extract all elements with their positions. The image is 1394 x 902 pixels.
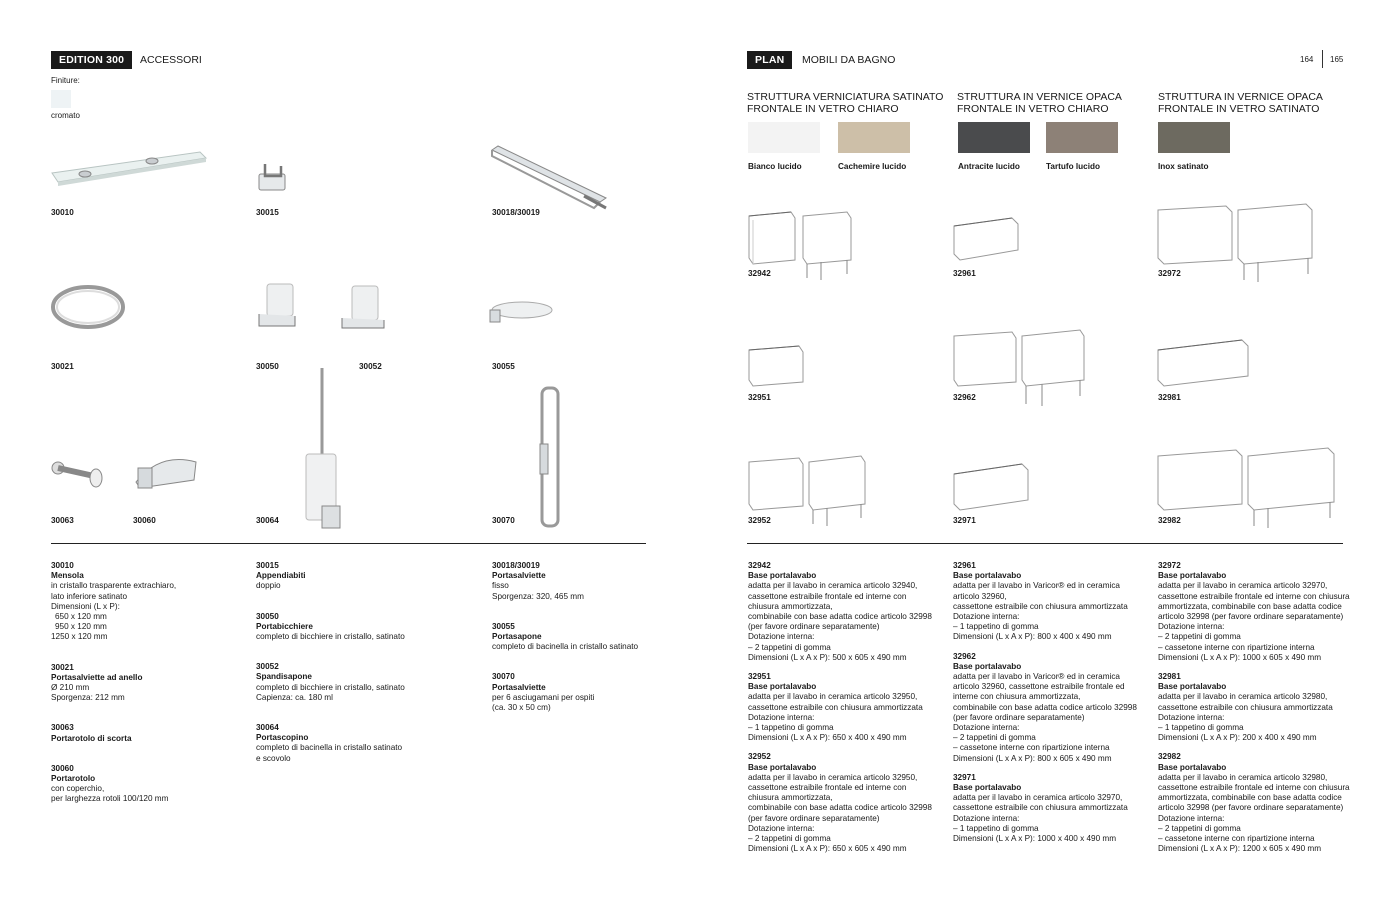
- desc-line: combinabile con base adatta codice articolo 32998: [748, 803, 932, 813]
- desc-block-30021: [51, 663, 246, 704]
- soap-dish-image-30055: [486, 298, 558, 328]
- desc-block-30060: [51, 764, 246, 805]
- desc-block-30070: [492, 672, 646, 713]
- page-number-right: 165: [1330, 55, 1344, 64]
- right-desc-col1: [748, 561, 946, 863]
- desc-title: Base portalavabo: [953, 783, 1022, 793]
- right-desc-col3: [1158, 561, 1358, 863]
- desc-line: per larghezza rotoli 100/120 mm: [51, 794, 169, 804]
- desc-line: – cassetone interne con ripartizione interna: [953, 743, 1110, 753]
- desc-title: Appendiabiti: [256, 571, 306, 581]
- desc-code: 32952: [748, 752, 771, 762]
- desc-line: fisso: [492, 581, 509, 591]
- desc-line: adatta per il lavabo in ceramica articolo 32950,: [748, 692, 918, 702]
- brush-holder-image-30064: [298, 366, 348, 532]
- page-number-left: 164: [1300, 55, 1314, 64]
- shelf-image-30010: [50, 148, 210, 198]
- desc-block-30010: [51, 561, 246, 643]
- desc-line: – 2 tappetini di gomma: [953, 733, 1036, 743]
- desc-line: Dimensioni (L x A x P): 800 x 605 x 490 mm: [953, 753, 1112, 763]
- structure-heading-2: STRUTTURA IN VERNICE OPACA FRONTALE IN VETRO CHIARO: [957, 91, 1122, 115]
- desc-line: cassettone estraibile frontale ed interne con chiusura: [1158, 783, 1350, 793]
- desc-line: – cassetone interne con ripartizione interna: [1158, 642, 1315, 652]
- desc-line: Dotazione interna:: [748, 823, 815, 833]
- desc-line: (per favore ordinare separatamente): [748, 813, 880, 823]
- desc-title: Base portalavabo: [748, 571, 817, 581]
- desc-line: cassettone estraibile frontale ed interne con: [748, 591, 907, 601]
- code-30060: 30060: [133, 516, 156, 525]
- desc-line: Dimensioni (L x A x P): 200 x 400 x 490 mm: [1158, 733, 1317, 743]
- desc-line: in cristallo trasparente extrachiaro,: [51, 581, 177, 591]
- desc-line: adatta per il lavabo in Varicor® ed in ceramica: [953, 581, 1120, 591]
- desc-line: – 1 tappetino di gomma: [953, 622, 1039, 632]
- swatch-label-inox: Inox satinato: [1158, 162, 1209, 171]
- desc-block-30063: [51, 723, 246, 743]
- code-32962: 32962: [953, 393, 976, 402]
- desc-line: lato inferiore satinato: [51, 591, 128, 601]
- desc-line: Sporgenza: 212 mm: [51, 693, 125, 703]
- code-32961: 32961: [953, 269, 976, 278]
- desc-code: 32981: [1158, 672, 1181, 682]
- code-30018-30019: 30018/30019: [492, 208, 540, 217]
- desc-line: Dotazione interna:: [1158, 622, 1225, 632]
- desc-block-32951: [748, 672, 946, 743]
- code-30055: 30055: [492, 362, 515, 371]
- desc-title: Base portalavabo: [953, 661, 1022, 671]
- code-32952: 32952: [748, 516, 771, 525]
- left-desc-col1: [51, 561, 246, 825]
- finiture-label: Finiture:: [51, 76, 80, 85]
- desc-line: 950 x 120 mm: [55, 622, 107, 632]
- desc-line: Dotazione interna:: [748, 632, 815, 642]
- tumbler-image-30050: [255, 280, 305, 336]
- desc-block-32972: [1158, 561, 1358, 663]
- desc-block-30064: [256, 723, 481, 764]
- desc-code: 32951: [748, 672, 771, 682]
- desc-block-32962: [953, 652, 1151, 764]
- finish-swatch-cromato: [51, 90, 71, 108]
- desc-code: 30055: [492, 621, 515, 631]
- desc-code: 30015: [256, 561, 279, 570]
- swatch-antracite-lucido: [958, 122, 1030, 153]
- page-number-divider: [1322, 50, 1323, 68]
- towel-rail-image-30018: [488, 142, 613, 216]
- desc-line: Dotazione interna:: [748, 712, 815, 722]
- cabinet-image-32981: [1156, 336, 1252, 390]
- swatch-label-bianco: Bianco lucido: [748, 162, 802, 171]
- desc-line: cassettone estraibile con chiusura ammortizzata: [953, 601, 1128, 611]
- swatch-inox-satinato: [1158, 122, 1230, 153]
- desc-line: Dotazione interna:: [953, 612, 1020, 622]
- desc-line: Dimensioni (L x A x P): 500 x 605 x 490 mm: [748, 652, 907, 662]
- desc-title: Base portalavabo: [1158, 682, 1227, 692]
- desc-line: – cassetone interne con ripartizione interna: [1158, 834, 1315, 844]
- desc-title: Mensola: [51, 571, 84, 581]
- desc-line: Capienza: ca. 180 ml: [256, 692, 333, 702]
- cabinet-image-32971: [952, 460, 1032, 514]
- code-30021: 30021: [51, 362, 74, 371]
- desc-line: interne con chiusura ammortizzata,: [953, 692, 1081, 702]
- desc-code: 30021: [51, 662, 74, 672]
- desc-line: adatta per il lavabo in ceramica articolo 32980,: [1158, 692, 1328, 702]
- desc-title: Base portalavabo: [1158, 762, 1227, 772]
- desc-title: Portarotolo di scorta: [51, 733, 132, 743]
- towel-holder-image-30070: [536, 384, 566, 530]
- desc-line: e scovolo: [256, 753, 291, 763]
- desc-line: Ø 210 mm: [51, 683, 90, 693]
- cabinet-image-32982: [1156, 446, 1340, 528]
- desc-line: 650 x 120 mm: [55, 612, 107, 622]
- right-divider: [747, 543, 1343, 544]
- desc-block-32961: [953, 561, 1151, 643]
- desc-block-30018-30019: [492, 561, 646, 602]
- desc-line: chiusura ammortizzata,: [748, 793, 833, 803]
- desc-line: (ca. 30 x 50 cm): [492, 703, 551, 713]
- code-30052: 30052: [359, 362, 382, 371]
- swatch-tartufo-lucido: [1046, 122, 1118, 153]
- left-divider: [51, 543, 646, 544]
- desc-line: completo di bacinella in cristallo satinato: [492, 642, 639, 652]
- desc-code: 32942: [748, 561, 771, 570]
- desc-line: ammortizzata, combinabile con base adatta codice: [1158, 793, 1342, 803]
- code-32971: 32971: [953, 516, 976, 525]
- desc-code: 32972: [1158, 561, 1181, 570]
- desc-code: 30063: [51, 723, 74, 733]
- desc-line: Sporgenza: 320, 465 mm: [492, 591, 584, 601]
- desc-line: Dimensioni (L x A x P): 1200 x 605 x 490 mm: [1158, 844, 1322, 854]
- desc-line: adatta per il lavabo in ceramica articolo 32940,: [748, 581, 918, 591]
- paper-holder-image-30063: [50, 452, 106, 492]
- code-30050: 30050: [256, 362, 279, 371]
- desc-title: Portasalviette: [492, 682, 546, 692]
- left-desc-col2: [256, 561, 481, 784]
- desc-line: adatta per il lavabo in ceramica articolo 32950,: [748, 772, 918, 782]
- desc-line: – 2 tappetini di gomma: [748, 834, 831, 844]
- code-30015: 30015: [256, 208, 279, 217]
- desc-title: Portasapone: [492, 632, 542, 642]
- desc-title: Portabicchiere: [256, 621, 313, 631]
- finish-name: cromato: [51, 111, 80, 120]
- code-30064: 30064: [256, 516, 279, 525]
- desc-line: cassettone estraibile con chiusura ammortizzata: [1158, 702, 1333, 712]
- swatch-bianco-lucido: [748, 122, 820, 153]
- desc-block-30015: [256, 561, 481, 592]
- desc-line: articolo 32960,: [953, 591, 1007, 601]
- desc-block-32982: [1158, 752, 1358, 854]
- desc-code: 32962: [953, 651, 976, 661]
- hook-image-30015: [255, 160, 295, 194]
- desc-line: 1250 x 120 mm: [51, 632, 108, 642]
- code-32942: 32942: [748, 269, 771, 278]
- desc-line: articolo 32960, cassettone estraibile frontale ed: [953, 682, 1125, 692]
- desc-line: cassettone estraibile con chiusura ammortizzata: [748, 702, 923, 712]
- desc-title: Spandisapone: [256, 672, 312, 682]
- left-desc-col3: [492, 561, 646, 733]
- desc-line: adatta per il lavabo in Varicor® ed in ceramica: [953, 672, 1120, 682]
- desc-line: Dimensioni (L x A x P): 650 x 400 x 490 mm: [748, 733, 907, 743]
- desc-code: 30050: [256, 611, 279, 621]
- desc-block-30055: [492, 622, 646, 653]
- desc-line: cassettone estraibile frontale ed interne con chiusura: [1158, 591, 1350, 601]
- desc-line: Dotazione interna:: [1158, 813, 1225, 823]
- desc-line: cassettone estraibile frontale ed interne con: [748, 783, 907, 793]
- desc-line: adatta per il lavabo in ceramica articolo 32970,: [1158, 581, 1328, 591]
- desc-code: 30060: [51, 763, 74, 773]
- desc-line: doppio: [256, 581, 281, 591]
- desc-line: articolo 32998 (per favore ordinare separatamente): [1158, 612, 1344, 622]
- desc-line: Dimensioni (L x A x P): 650 x 605 x 490 mm: [748, 844, 907, 854]
- desc-line: cassettone estraibile con chiusura ammortizzata: [953, 803, 1128, 813]
- desc-line: (per favore ordinare separatamente): [953, 712, 1085, 722]
- desc-title: Portascopino: [256, 733, 309, 743]
- desc-line: combinabile con base adatta codice articolo 32998: [953, 702, 1137, 712]
- cabinet-image-32951: [747, 342, 807, 390]
- desc-code: 30064: [256, 723, 279, 733]
- code-32981: 32981: [1158, 393, 1181, 402]
- swatch-label-tartufo: Tartufo lucido: [1046, 162, 1100, 171]
- desc-line: completo di bicchiere in cristallo, satinato: [256, 682, 405, 692]
- soap-dispenser-image-30052: [340, 282, 390, 336]
- desc-block-32942: [748, 561, 946, 663]
- desc-code: 30070: [492, 672, 515, 682]
- desc-block-32981: [1158, 672, 1358, 743]
- desc-line: con coperchio,: [51, 784, 105, 794]
- desc-line: Dimensioni (L x P):: [51, 601, 120, 611]
- desc-line: Dimensioni (L x A x P): 800 x 400 x 490 mm: [953, 632, 1112, 642]
- code-32982: 32982: [1158, 516, 1181, 525]
- swatch-label-antracite: Antracite lucido: [958, 162, 1020, 171]
- desc-code: 32982: [1158, 752, 1181, 762]
- structure-heading-3: STRUTTURA IN VERNICE OPACA FRONTALE IN VETRO SATINATO: [1158, 91, 1323, 115]
- desc-title: Base portalavabo: [748, 762, 817, 772]
- right-desc-col2: [953, 561, 1151, 853]
- desc-line: Dimensioni (L x A x P): 1000 x 605 x 490 mm: [1158, 652, 1322, 662]
- desc-line: adatta per il lavabo in ceramica articolo 32980,: [1158, 772, 1328, 782]
- desc-line: (per favore ordinare separatamente): [748, 622, 880, 632]
- code-32951: 32951: [748, 393, 771, 402]
- plan-badge: PLAN: [747, 51, 792, 69]
- desc-code: 32971: [953, 772, 976, 782]
- section-title-accessori: ACCESSORI: [140, 54, 202, 66]
- desc-line: completo di bicchiere in cristallo, satinato: [256, 632, 405, 642]
- desc-title: Portasalviette ad anello: [51, 672, 143, 682]
- swatch-cachemire-lucido: [838, 122, 910, 153]
- desc-line: – 2 tappetini di gomma: [1158, 632, 1241, 642]
- desc-code: 32961: [953, 561, 976, 570]
- desc-line: Dotazione interna:: [953, 723, 1020, 733]
- desc-block-32971: [953, 773, 1151, 844]
- desc-line: Dotazione interna:: [953, 813, 1020, 823]
- desc-code: 30018/30019: [492, 561, 540, 570]
- desc-code: 30010: [51, 561, 74, 570]
- code-30070: 30070: [492, 516, 515, 525]
- desc-block-30050: [256, 612, 481, 643]
- desc-line: chiusura ammortizzata,: [748, 601, 833, 611]
- desc-title: Base portalavabo: [748, 682, 817, 692]
- desc-line: adatta per il lavabo in ceramica articolo 32970,: [953, 793, 1123, 803]
- desc-line: – 1 tappetino di gomma: [953, 823, 1039, 833]
- paper-holder-image-30060: [130, 452, 202, 494]
- desc-title: Base portalavabo: [1158, 571, 1227, 581]
- desc-line: – 1 tappetino di gomma: [1158, 723, 1244, 733]
- ring-image-30021: [50, 283, 130, 335]
- section-title-mobili: MOBILI DA BAGNO: [802, 54, 896, 66]
- desc-line: completo di bacinella in cristallo satinato: [256, 743, 403, 753]
- cabinet-image-32961: [952, 214, 1022, 264]
- desc-line: – 2 tappetini di gomma: [1158, 823, 1241, 833]
- desc-line: – 1 tappetino di gomma: [748, 723, 834, 733]
- desc-block-30052: [256, 662, 481, 703]
- desc-line: per 6 asciugamani per ospiti: [492, 692, 595, 702]
- desc-code: 30052: [256, 662, 279, 672]
- code-30010: 30010: [51, 208, 74, 217]
- desc-line: Dimensioni (L x A x P): 1000 x 400 x 490 mm: [953, 834, 1117, 844]
- desc-line: – 2 tappetini di gomma: [748, 642, 831, 652]
- code-30063: 30063: [51, 516, 74, 525]
- desc-line: articolo 32998 (per favore ordinare separatamente): [1158, 803, 1344, 813]
- desc-block-32952: [748, 752, 946, 854]
- desc-title: Portarotolo: [51, 774, 96, 784]
- desc-title: Portasalviette: [492, 571, 546, 581]
- structure-heading-1: STRUTTURA VERNICIATURA SATINATO FRONTALE IN VETRO CHIARO: [747, 91, 944, 115]
- desc-line: Dotazione interna:: [1158, 712, 1225, 722]
- desc-title: Base portalavabo: [953, 571, 1022, 581]
- swatch-label-cachemire: Cachemire lucido: [838, 162, 907, 171]
- desc-line: ammortizzata, combinabile con base adatta codice: [1158, 601, 1342, 611]
- edition-badge: EDITION 300: [51, 51, 132, 69]
- desc-line: combinabile con base adatta codice articolo 32998: [748, 612, 932, 622]
- code-32972: 32972: [1158, 269, 1181, 278]
